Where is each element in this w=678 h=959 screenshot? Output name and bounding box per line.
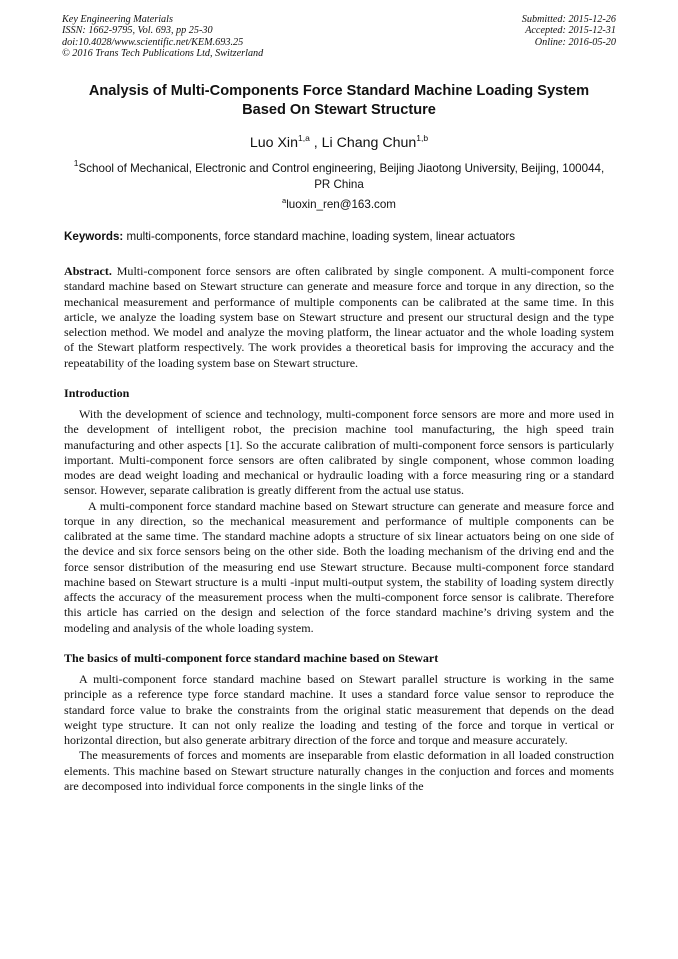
basics-paragraph-1: A multi-component force standard machine based on Stewart parallel structure is working in the same principle as a reference type force standard machine. It uses a standard force value sensor to reproduce the standard force value to brake the constraints from the original static measurement that depends on the dead weight type structure. It can not only realize the loading and testing of the force and torque in vertical or horizontal direction, but also generate arbitrary direction of the force and torque and measure accurately.: [64, 672, 614, 747]
paper-body: [64, 264, 614, 794]
keywords-label: Keywords:: [64, 230, 124, 243]
title-line-2: Based On Stewart Structure: [242, 102, 436, 118]
email-marker: a: [282, 196, 287, 205]
affiliation-text: School of Mechanical, Electronic and Control engineering, Beijing Jiaotong University, Beijing, 100044, PR China: [78, 162, 605, 191]
author-separator: ,: [309, 135, 322, 151]
introduction-heading: Introduction: [64, 385, 130, 400]
author-2-affiliation: 1,b: [416, 133, 429, 143]
affiliation: [70, 155, 608, 193]
keywords-text: multi-components, force standard machine, loading system, linear actuators: [126, 230, 516, 243]
online-date: Online: 2016-05-20: [534, 36, 616, 48]
author-1: Luo Xin: [249, 135, 298, 151]
introduction-paragraph-1: With the development of science and technology, multi-component force sensors are more and more used in the development of intelligent robot, the precision machine tool manufacturing, the high speed train manufacturing and other aspects [1]. So the accurate calibration of multi-component force sensors is particularly important. Multi-component force sensors are often calibrated by single component, whose common loading modes are dead weight loading and mechanical or hydraulic loading with a force measuring ring or a standard sensor. However, separate calibration is greatly different from the actual use status.: [64, 407, 614, 498]
submitted-date: Submitted: 2015-12-26: [521, 14, 616, 25]
title-line-1: Analysis of Multi-Components Force Standard Machine Loading System: [88, 83, 590, 99]
author-2: Li Chang Chun: [321, 135, 417, 151]
email-address[interactable]: luoxin_ren@163.com: [286, 198, 396, 211]
copyright-line: © 2016 Trans Tech Publications Ltd, Switzerland: [62, 47, 264, 59]
journal-name: Key Engineering Materials: [62, 14, 173, 25]
abstract: [64, 264, 614, 371]
abstract-text: Multi-component force sensors are often calibrated by single component. A multi-component force standard machine based on Stewart structure can generate and measure force and torque in any direction, so the mechanical measurement and performance of multiple components can be calibrated at the same time. In this article, we analyze the loading system base on Stewart structure and present our structural design and the type selection method. We model and analyze the moving platform, the linear actuator and the whole loading system of the Stewart platform respectively. The work provides a theoretical basis for improving the accuracy and the repeatability of the loading system base on Stewart structure.: [64, 264, 614, 370]
introduction-paragraph-2: A multi-component force standard machine based on Stewart structure can generate and measure force and torque in any direction, so the mechanical measurement and performance of multiple components can be calibrated at the same time. The standard machine adopts a structure of six linear actuators being on one side of the device and six force sensors being on the other side. Both the loading mechanism of the driving end and the force sensor distribution of the measuring end use Stewart structure. Because multi-component force standard machine based on Stewart structure is a multi -input multi-output system, the stability of loading system directly affects the accuracy of the measurement process when the multi-component force sensor is calibrate. Therefore this article has carried on the design and selection of the force standard machine’s driving system and the modeling and analysis of the whole loading system.: [64, 498, 614, 635]
author-list: [40, 129, 638, 152]
doi-line[interactable]: doi:10.4028/www.scientific.net/KEM.693.25: [62, 36, 244, 48]
author-email: [40, 193, 638, 213]
keywords: [64, 229, 614, 244]
basics-paragraph-2: The measurements of forces and moments are inseparable from elastic deformation in all loaded construction elements. This machine based on Stewart structure naturally changes in the conjuction and forces and moments are decomposed into individual force components in the single links of the: [64, 748, 614, 793]
abstract-label: Abstract.: [64, 264, 112, 278]
basics-heading: The basics of multi-component force standard machine based on Stewart: [64, 650, 439, 665]
affiliation-marker: 1: [73, 158, 79, 168]
accepted-date: Accepted: 2015-12-31: [525, 25, 616, 37]
header-right: [522, 14, 616, 48]
author-1-affiliation: 1,a: [297, 133, 310, 143]
issn-line: ISSN: 1662-9795, Vol. 693, pp 25-30: [62, 25, 213, 37]
header-left: [62, 14, 263, 59]
paper-title: [40, 82, 638, 120]
